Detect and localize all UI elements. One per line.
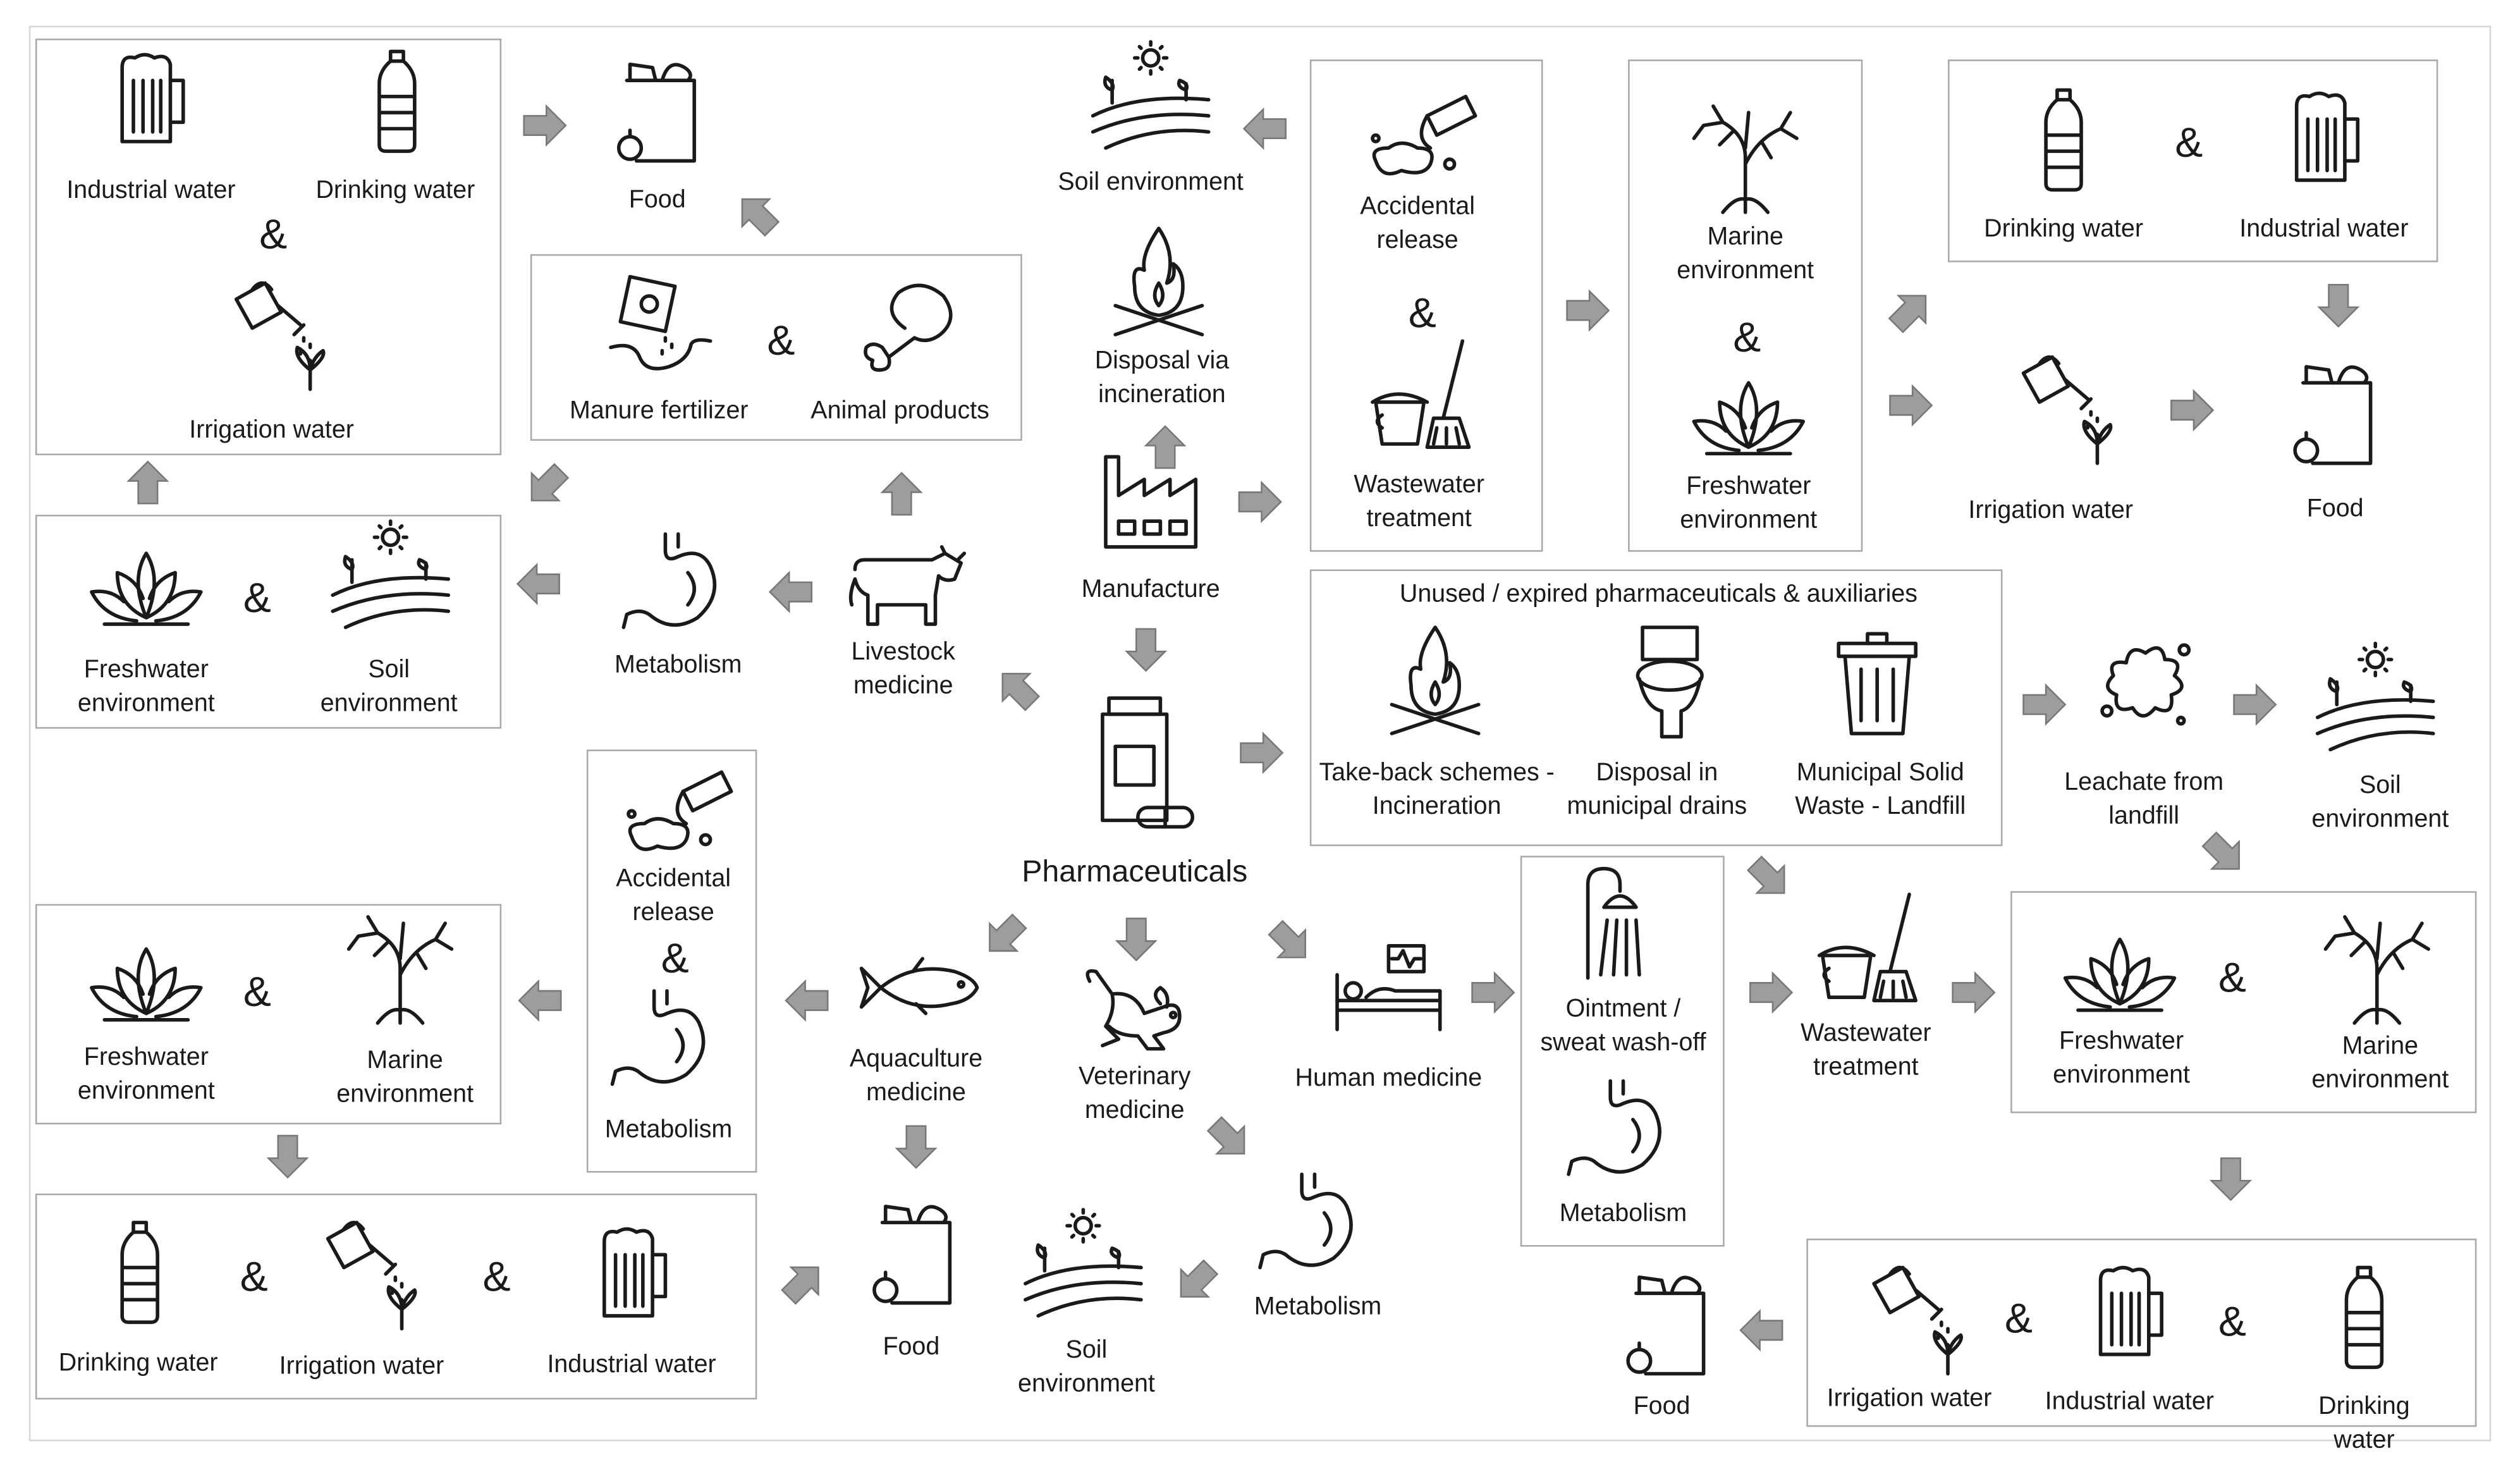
grocery-bag-icon (1624, 1271, 1713, 1380)
field-sun-icon (2315, 640, 2437, 752)
label-industrial-water: Industrial water (66, 176, 236, 205)
label-human-medicine: Human medicine (1295, 1065, 1483, 1093)
label-soil-environment: Soil environment (1018, 1336, 1155, 1398)
tree-icon (342, 911, 458, 1026)
label-ointment: Ointment / sweat wash-off (1540, 995, 1706, 1057)
label-accidental-release: Accidental release (616, 865, 731, 927)
arrow-icon (1737, 1310, 1785, 1351)
water-bottle-icon (2340, 1265, 2388, 1371)
bucket-broom-icon (1816, 891, 1923, 1004)
ampersand: & (243, 967, 271, 1016)
arrow-icon (2020, 684, 2068, 725)
grocery-bag-icon (614, 58, 704, 168)
label-freshwater-environment: Freshwater environment (1680, 472, 1818, 534)
water-bottle-icon (373, 48, 421, 154)
hospital-bed-icon (1331, 943, 1447, 1033)
label-irrigation-water: Irrigation water (189, 416, 354, 445)
splash-icon (2097, 637, 2194, 730)
ampersand: & (2175, 118, 2203, 167)
arrow-icon (2210, 1155, 2251, 1203)
arrow-icon (895, 1123, 937, 1171)
arrow-icon (1237, 732, 1285, 773)
arrow-icon (1747, 972, 1795, 1014)
label-drinking-water: Drinking water (2318, 1393, 2410, 1454)
stomach-icon (1254, 1171, 1363, 1277)
ampersand: & (661, 933, 689, 983)
label-animal-products: Animal products (810, 397, 989, 425)
label-wastewater-treatment: Wastewater treatment (1801, 1019, 1931, 1081)
arrow-icon (267, 1132, 309, 1181)
arrow-icon (127, 458, 169, 506)
label-disposal-incineration: Disposal via incineration (1094, 347, 1230, 409)
label-food: Food (1633, 1393, 1691, 1421)
stomach-icon (606, 988, 715, 1094)
arrow-icon (516, 979, 564, 1021)
label-freshwater-environment: Freshwater environment (2053, 1028, 2190, 1090)
grocery-bag-icon (2290, 360, 2380, 470)
watering-can-icon (321, 1216, 431, 1332)
label-livestock-medicine: Livestock medicine (851, 638, 955, 700)
arrow-icon (2168, 390, 2216, 431)
grocery-bag-icon (869, 1200, 959, 1310)
label-metabolism: Metabolism (1559, 1200, 1687, 1227)
lotus-icon (89, 943, 204, 1026)
label-veterinary-medicine: Veterinary medicine (1079, 1063, 1191, 1125)
label-marine-environment: Marine environment (1677, 223, 1814, 285)
label-accidental-release: Accidental release (1360, 193, 1476, 254)
arrow-icon (767, 571, 815, 613)
label-metabolism: Metabolism (615, 651, 742, 679)
arrow-icon (881, 470, 922, 518)
label-freshwater-environment: Freshwater environment (77, 656, 215, 718)
label-food: Food (883, 1333, 940, 1361)
label-takeback: Take-back schemes - Incineration (1319, 759, 1555, 821)
lotus-icon (2062, 933, 2178, 1016)
ampersand: & (767, 316, 795, 365)
watering-can-icon (2017, 351, 2126, 467)
dog-icon (1080, 965, 1186, 1055)
label-metabolism: Metabolism (1254, 1293, 1382, 1321)
fish-icon (858, 955, 980, 1020)
label-manure-fertilizer: Manure fertilizer (570, 397, 749, 425)
ampersand: & (2218, 1297, 2247, 1346)
tree-icon (2319, 911, 2435, 1026)
ampersand: & (243, 573, 271, 622)
label-drinking-water: Drinking water (1984, 215, 2143, 243)
field-sun-icon (1022, 1206, 1144, 1319)
shower-icon (1578, 866, 1678, 981)
drumstick-icon (860, 280, 960, 374)
arrow-icon (1563, 290, 1612, 331)
label-landfill: Municipal Solid Waste - Landfill (1795, 759, 1966, 821)
label-metabolism: Metabolism (604, 1116, 733, 1144)
arrow-icon (521, 104, 569, 146)
trash-can-icon (1832, 624, 1922, 737)
fertilizer-icon (608, 273, 714, 376)
bucket-broom-icon (1369, 338, 1476, 450)
beer-mug-icon (2290, 90, 2364, 187)
label-soil-environment: Soil environment (320, 656, 458, 718)
label-irrigation-water: Irrigation water (1826, 1385, 1992, 1413)
lotus-icon (1691, 376, 1806, 460)
label-food: Food (2306, 495, 2364, 523)
diagram-title-pharmaceuticals: Pharmaceuticals (1022, 856, 1248, 890)
label-soil-environment: Soil environment (1058, 169, 1244, 197)
ampersand: & (482, 1252, 511, 1301)
arrow-icon (1469, 972, 1517, 1014)
label-irrigation-water: Irrigation water (1968, 497, 2134, 525)
label-irrigation-water: Irrigation water (279, 1353, 444, 1380)
arrow-icon (1144, 423, 1186, 471)
beer-mug-icon (598, 1225, 672, 1322)
arrow-icon (1887, 384, 1935, 426)
arrow-icon (1115, 915, 1157, 963)
beer-mug-icon (116, 51, 190, 148)
cow-icon (848, 547, 967, 630)
label-drinking-water: Drinking water (315, 176, 475, 205)
label-food: Food (628, 187, 686, 214)
ampersand: & (2004, 1294, 2033, 1342)
field-sun-icon (1090, 39, 1212, 151)
watering-can-icon (1868, 1261, 1977, 1377)
label-unused-header: Unused / expired pharmaceuticals & auxiliaries (1399, 580, 1918, 608)
toilet-icon (1630, 624, 1710, 740)
ampersand: & (1733, 312, 1761, 362)
water-bottle-icon (2040, 87, 2088, 193)
pill-bottle-icon (1090, 695, 1199, 833)
label-freshwater-environment: Freshwater environment (77, 1043, 215, 1105)
ampersand: & (240, 1252, 268, 1301)
ampersand: & (259, 209, 288, 259)
watering-can-icon (230, 277, 339, 393)
ampersand: & (1408, 288, 1436, 337)
arrow-icon (1236, 481, 1284, 523)
label-wastewater-treatment: Wastewater treatment (1354, 471, 1484, 533)
spill-icon (1366, 90, 1479, 183)
stomach-icon (1562, 1077, 1672, 1184)
label-drinking-water: Drinking water (58, 1349, 218, 1377)
beer-mug-icon (2094, 1265, 2168, 1361)
label-manufacture: Manufacture (1081, 575, 1220, 603)
label-industrial-water: Industrial water (2045, 1388, 2214, 1416)
label-leachate: Leachate from landfill (2064, 768, 2224, 830)
arrow-icon (783, 979, 831, 1021)
lotus-icon (89, 547, 204, 630)
arrow-icon (1241, 107, 1289, 149)
arrow-icon (2230, 684, 2278, 725)
label-industrial-water: Industrial water (547, 1351, 716, 1379)
arrow-icon (1125, 626, 1166, 674)
label-soil-environment: Soil environment (2311, 772, 2449, 833)
label-municipal-drains: Disposal in municipal drains (1567, 759, 1747, 821)
label-marine-environment: Marine environment (2311, 1033, 2449, 1094)
tree-icon (1687, 100, 1803, 216)
label-marine-environment: Marine environment (336, 1047, 474, 1108)
field-sun-icon (329, 518, 451, 630)
label-aquaculture-medicine: Aquaculture medicine (849, 1045, 983, 1107)
label-industrial-water: Industrial water (2239, 215, 2409, 243)
ampersand: & (2218, 953, 2247, 1002)
water-bottle-icon (116, 1219, 164, 1325)
arrow-icon (2318, 281, 2359, 329)
stomach-icon (617, 531, 726, 637)
spill-icon (622, 766, 735, 859)
arrow-icon (1950, 972, 1998, 1014)
fire-icon (1385, 621, 1485, 740)
fire-icon (1109, 222, 1209, 341)
arrow-icon (514, 563, 562, 605)
